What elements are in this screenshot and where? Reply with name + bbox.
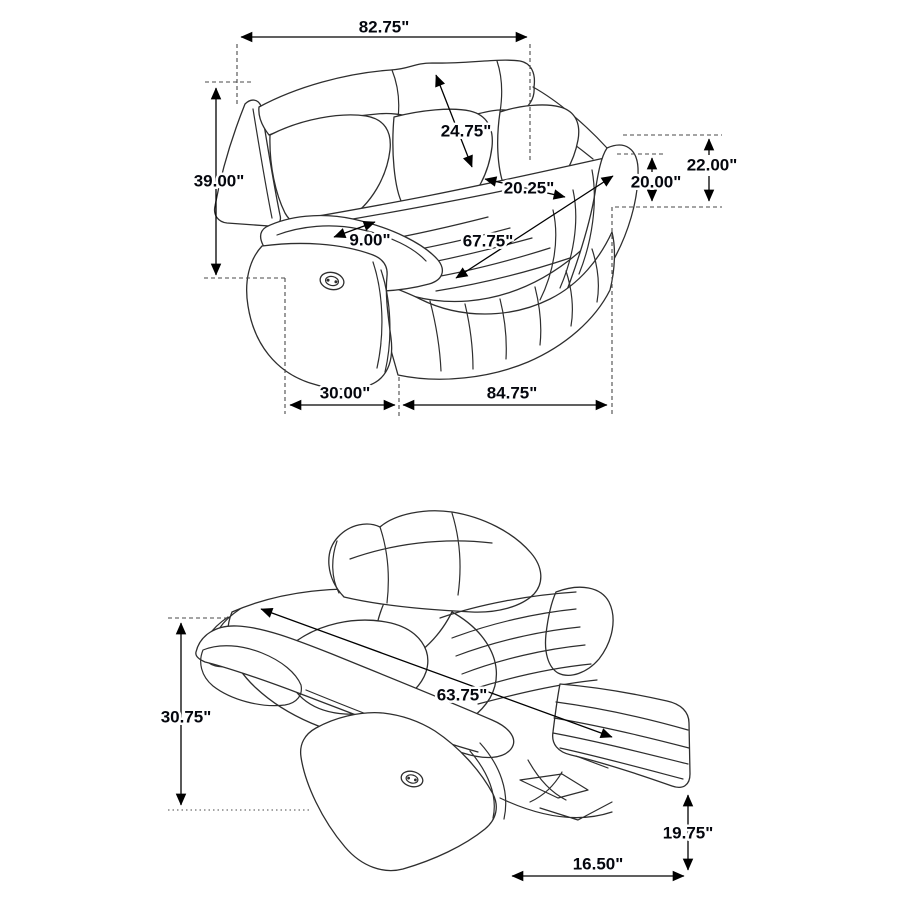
back-height-dimension-label: 39.00"	[193, 171, 245, 191]
back-diagonal-dimension-label: 24.75"	[440, 121, 492, 141]
arm-width-dimension-label: 9.00"	[349, 230, 391, 250]
left-arm-front-panel	[247, 243, 392, 389]
interior-width-dimension-label: 67.75"	[462, 231, 514, 251]
extended-footrest	[553, 684, 690, 787]
side-depth-dimension-label: 30.00"	[319, 383, 371, 403]
footrest-length-dimension-label: 16.50"	[572, 854, 624, 874]
right-arm-reclined-view	[546, 587, 614, 675]
seat-depth-dimension-label: 20.25"	[503, 178, 555, 198]
sofa-upright-drawing	[215, 60, 639, 389]
front-length-dimension-label: 84.75"	[486, 383, 538, 403]
overall-width-dimension-label: 82.75"	[358, 17, 410, 37]
seat-height-dimension-label: 20.00"	[630, 172, 682, 192]
reclined-height-dimension-label: 30.75"	[160, 707, 212, 727]
arm-height-dimension-label: 22.00"	[686, 155, 738, 175]
recline-mechanism-linkage	[500, 756, 612, 820]
footrest-height-dimension-label: 19.75"	[662, 823, 714, 843]
recline-depth-dimension-label: 63.75"	[436, 685, 488, 705]
raised-headrest	[329, 511, 541, 612]
